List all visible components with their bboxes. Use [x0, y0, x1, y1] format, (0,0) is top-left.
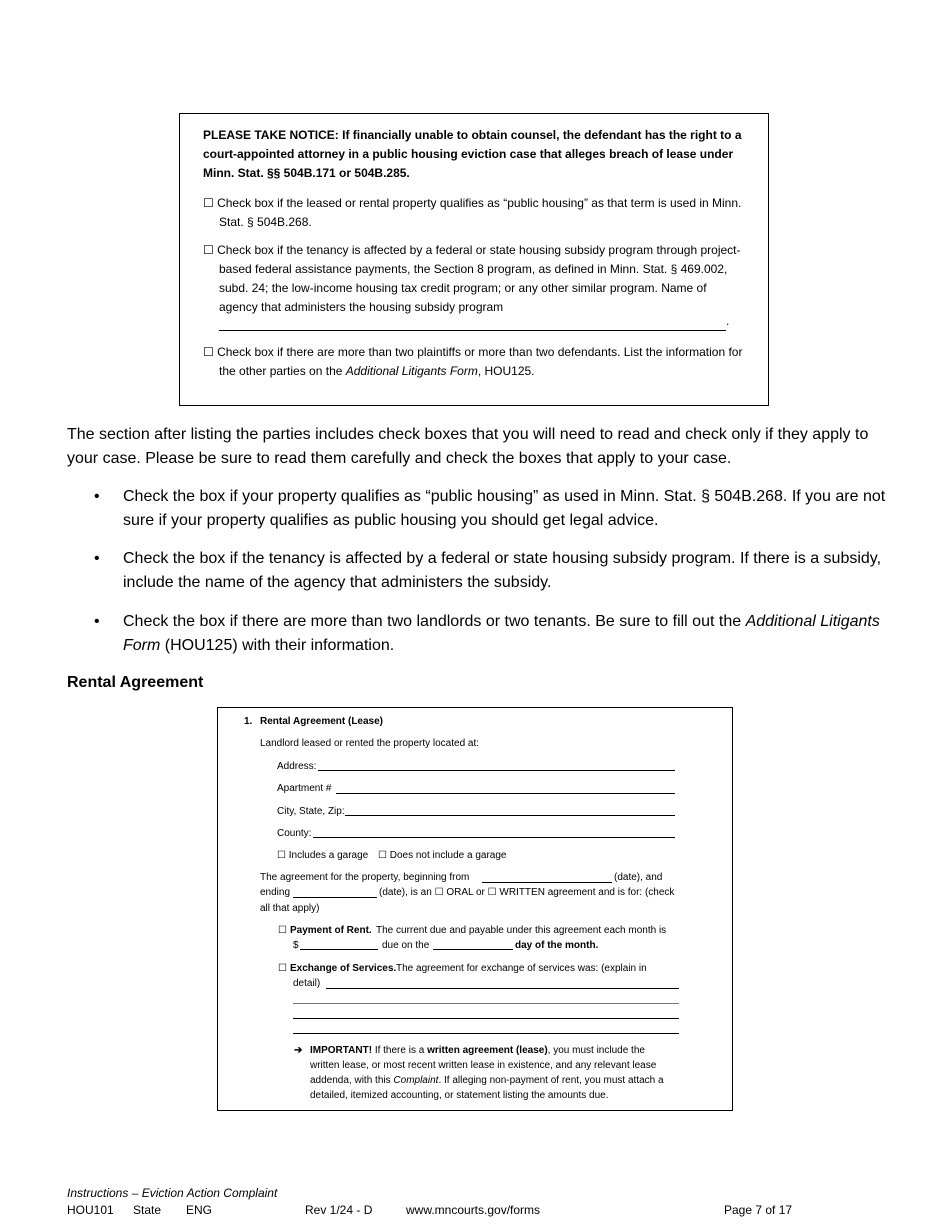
- exchange-detail: detail): [293, 978, 321, 989]
- payment-checkbox[interactable]: ☐: [278, 925, 287, 936]
- subsidy-checkbox-text: ☐ Check box if the tenancy is affected by a federal or state housing subsidy program through project-based federal assistance payments, the Section 8 program, as defined in Minn. Stat. § 469.002, subd. 24; the low-income housing tax credit program; or any other similar program. Name of agency that administers the housing subsidy program: [203, 243, 741, 314]
- exchange-label: Exchange of Services.: [290, 963, 397, 974]
- address-label: Address:: [277, 761, 317, 772]
- bullet-mark: •: [94, 613, 100, 630]
- rental-intro: Landlord leased or rented the property located at:: [260, 738, 480, 749]
- rental-agreement-title: Rental Agreement (Lease): [260, 716, 383, 727]
- footer-title: Instructions – Eviction Action Complaint: [67, 1186, 278, 1200]
- exchange-detail-line[interactable]: [293, 1003, 679, 1004]
- footer-revision: Rev 1/24 - D: [305, 1203, 373, 1217]
- exchange-checkbox[interactable]: ☐: [278, 963, 287, 974]
- payment-text: day of the month.: [515, 940, 599, 951]
- bullet-mark: •: [94, 488, 100, 505]
- address-line[interactable]: [318, 770, 675, 771]
- important-note-line: addenda, with this Complaint. If alleging non-payment of rent, you must attach a: [310, 1075, 664, 1086]
- additional-litigants-form-ref: Additional Litigants Form: [123, 613, 880, 654]
- footer-url[interactable]: www.mncourts.gov/forms: [406, 1203, 541, 1217]
- agreement-text: all that apply): [260, 903, 320, 914]
- parties-checkbox-item: ☐ Check box if there are more than two plaintiffs or more than two defendants. List the information for the other parties on the Additional Litigants Form, HOU125.: [203, 345, 743, 378]
- footer-language: ENG: [186, 1203, 213, 1217]
- arrow-icon: ➔: [294, 1045, 303, 1056]
- important-note-line: IMPORTANT! If there is a written agreement (lease), you must include the: [310, 1045, 645, 1056]
- rental-agreement-box: [217, 707, 733, 1111]
- bullet-text: Check the box if there are more than two landlords or two tenants. Be sure to fill out the Additional Litigants Form (HOU125) with their information.: [123, 613, 880, 654]
- footer-jurisdiction: State: [133, 1203, 162, 1217]
- important-note-line: written lease, or most recent written lease in existence, and any relevant lease: [310, 1060, 657, 1071]
- agency-name-line: [219, 330, 726, 331]
- agreement-text: (date), is an ☐ ORAL or ☐ WRITTEN agreement and is for: (check: [379, 887, 675, 898]
- city-state-zip-line[interactable]: [345, 815, 675, 816]
- subsidy-checkbox-item: [203, 241, 748, 317]
- notice-box: PLEASE TAKE NOTICE: If financially unable to obtain counsel, the defendant has the right to a court-appointed attorney in a public housing eviction case that alleges breach of lease under Minn. Stat. §§ 504B.171 or 504B.285. ☐ Check box if the leased or rental property qualifies as “public housing” as that term is used in Minn. Stat. § 504B.268. ☐ Check box if the tenancy is affected by a federal or state housing subsidy program through project-based federal assistance payments, the Section 8 program, as defined in Minn. Stat. § 469.002, subd. 24; the low-income housing tax credit program; or any other similar program. Name of agency that administers the housing subsidy program . ☐ Check box if there are more than two plaintiffs or more than two defendants. List the information for the other parties on the Additional Litigants Form, HOU125.: [179, 113, 769, 406]
- parties-checkbox-text: ☐ Check box if there are more than two plaintiffs or more than two defendants. List the information for the other parties on the: [203, 345, 743, 378]
- notice-text: PLEASE TAKE NOTICE: If financially unable to obtain counsel, the defendant has the right to a court-appointed attorney in a public housing eviction case that alleges breach of lease under Minn. Stat. §§ 504B.171 or 504B.285.: [203, 128, 742, 180]
- agreement-text: ending: [260, 887, 291, 898]
- section-heading: Rental Agreement: [67, 674, 204, 691]
- county-label: County:: [277, 828, 312, 839]
- exchange-detail-line[interactable]: [293, 1018, 679, 1019]
- apartment-line[interactable]: [336, 793, 675, 794]
- public-housing-checkbox-text: ☐ Check box if the leased or rental property qualifies as “public housing” as that term is used in Minn. Stat. § 504B.268.: [203, 196, 742, 229]
- dollar-sign: $: [293, 940, 299, 951]
- county-line[interactable]: [313, 837, 675, 838]
- public-housing-checkbox-item: [203, 194, 748, 232]
- rent-amount-line[interactable]: [300, 949, 378, 950]
- payment-text: due on the: [382, 940, 430, 951]
- agreement-text: The agreement for the property, beginning from: [260, 872, 470, 883]
- additional-litigants-form-ref: Additional Litigants Form: [345, 364, 478, 378]
- agreement-text: (date), and: [614, 872, 663, 883]
- exchange-detail-line[interactable]: [326, 988, 679, 989]
- payment-label: Payment of Rent.: [290, 925, 372, 936]
- item-number: 1.: [244, 716, 253, 727]
- exchange-text: The agreement for exchange of services was: (explain in: [396, 963, 647, 974]
- apartment-label: Apartment #: [277, 783, 332, 794]
- bullet-mark: •: [94, 550, 100, 567]
- footer-page-number: Page 7 of 17: [724, 1203, 793, 1217]
- begin-date-line[interactable]: [482, 882, 612, 883]
- end-date-line[interactable]: [293, 897, 377, 898]
- payment-text: The current due and payable under this agreement each month is: [376, 925, 667, 936]
- due-day-line[interactable]: [433, 949, 513, 950]
- bullet-text: Check the box if the tenancy is affected by a federal or state housing subsidy program. If there is a subsidy, include the name of the agency that administers the subsidy.: [123, 550, 882, 591]
- city-state-zip-label: City, State, Zip:: [277, 806, 345, 817]
- exchange-detail-line[interactable]: [293, 1033, 679, 1034]
- garage-includes-option[interactable]: ☐ Includes a garage: [277, 850, 369, 861]
- garage-excludes-option[interactable]: ☐ Does not include a garage: [378, 850, 507, 861]
- important-note-line: detailed, itemized accounting, or statement listing the amounts due.: [310, 1090, 609, 1101]
- footer-form-id: HOU101: [67, 1203, 114, 1217]
- intro-paragraph: The section after listing the parties includes check boxes that you will need to read and check only if they apply to your case. Please be sure to read them carefully and check the boxes that apply to your case.: [67, 426, 869, 467]
- bullet-text: Check the box if your property qualifies as “public housing” as used in Minn. Stat. § 504B.268. If you are not sure if your property qualifies as public housing you should get legal advice.: [123, 488, 886, 529]
